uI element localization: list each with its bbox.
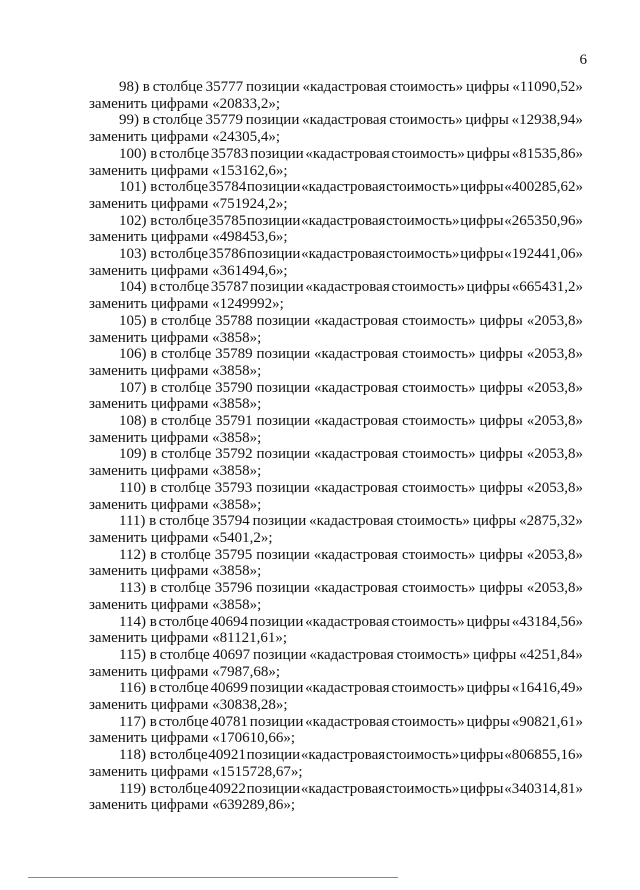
amendment-word: «кадастровая — [300, 747, 386, 764]
amendment-second-line: заменить цифрами «30838,28»; — [89, 697, 288, 714]
amendment-word: цифры — [466, 680, 510, 697]
amendment-word: столбце — [160, 580, 211, 597]
amendment-word: 35792 — [215, 446, 253, 463]
amendment-second-line: заменить цифрами «3858»; — [89, 496, 262, 513]
amendment-word: «2053,8» — [526, 413, 583, 430]
amendment-first-line — [89, 146, 583, 163]
amendment-word: «кадастровая — [305, 279, 390, 296]
amendment-word: стоимость» — [402, 546, 476, 563]
amendment-word: позиции — [249, 680, 304, 697]
amendment-word: 104) в — [119, 279, 158, 296]
amendment-word: стоимость» — [402, 312, 476, 329]
amendment-word: столбце — [157, 747, 208, 764]
amendment-item — [89, 213, 583, 246]
amendment-word: столбце — [160, 546, 211, 563]
amendment-word: цифры — [460, 179, 504, 196]
amendment-item — [89, 346, 583, 379]
amendment-word: столбце — [158, 680, 209, 697]
amendment-word: цифры — [465, 112, 509, 129]
bottom-divider — [28, 877, 398, 878]
amendment-word: 35785 — [208, 212, 247, 229]
amendment-item — [89, 313, 583, 346]
amendment-word: 40694 — [210, 613, 248, 630]
amendment-first-line — [89, 614, 583, 631]
amendment-first-line — [89, 680, 583, 697]
amendment-second-line: заменить цифрами «81121,61»; — [89, 630, 287, 647]
amendment-word: «12938,94» — [511, 112, 583, 129]
amendment-word: позиции — [252, 513, 307, 530]
amendment-word: столбце — [157, 246, 209, 263]
amendment-word: позиции — [246, 79, 300, 95]
amendment-first-line — [89, 513, 583, 530]
amendment-word: позиции — [246, 179, 301, 196]
amendment-word: 40922 — [208, 780, 246, 797]
amendment-word: позиции — [246, 780, 301, 797]
amendment-word: 35787 — [210, 279, 249, 296]
amendment-first-line — [89, 446, 583, 463]
amendment-second-line: заменить цифрами «3858»; — [89, 563, 262, 580]
amendment-word: «192441,06» — [504, 246, 583, 263]
amendment-word: позиции — [256, 346, 311, 363]
amendment-word: цифры — [466, 79, 510, 95]
amendment-item — [89, 279, 583, 312]
amendment-second-line: заменить цифрами «1249992»; — [89, 296, 284, 313]
amendment-first-line — [89, 480, 583, 497]
amendment-word: 117) в — [119, 713, 157, 730]
amendment-word: «665431,2» — [511, 279, 583, 296]
amendment-word: позиции — [256, 479, 310, 496]
amendment-word: «2053,8» — [526, 446, 583, 463]
amendment-word: цифры — [466, 279, 511, 296]
amendment-word: 111) в — [119, 513, 157, 530]
amendment-word: стоимость» — [391, 145, 465, 162]
amendment-word: стоимость» — [402, 379, 476, 396]
amendment-second-line: заменить цифрами «751924,2»; — [89, 195, 288, 212]
amendment-word: 116) в — [119, 680, 157, 697]
amendment-item — [89, 79, 583, 112]
amendment-word: столбце — [157, 212, 209, 229]
amendment-word: столбце — [158, 713, 209, 730]
amendment-word: 107) в — [119, 379, 158, 396]
amendment-second-line: заменить цифрами «3858»; — [89, 362, 262, 379]
amendment-first-line — [89, 413, 583, 430]
amendment-second-line: заменить цифрами «3858»; — [89, 429, 262, 446]
amendment-word: столбце — [157, 780, 208, 797]
amendment-word: 35777 — [205, 79, 244, 95]
amendment-word: 106) в — [119, 346, 158, 363]
amendment-first-line — [89, 246, 583, 263]
amendment-item — [89, 781, 583, 814]
amendment-word: 35790 — [215, 379, 253, 396]
amendment-word: стоимость» — [386, 212, 460, 229]
amendment-word: «кадастровая — [301, 212, 386, 229]
amendment-word: стоимость» — [396, 646, 471, 663]
amendment-word: «кадастровая — [300, 780, 386, 797]
amendment-word: позиции — [256, 446, 311, 463]
amendment-first-line — [89, 547, 583, 564]
amendment-word: «806855,16» — [504, 747, 583, 764]
amendment-word: «кадастровая — [305, 713, 390, 730]
amendment-second-line: заменить цифрами «3858»; — [89, 463, 262, 480]
amendment-second-line: заменить цифрами «170610,66»; — [89, 730, 296, 747]
amendment-word: 118) в — [119, 747, 157, 764]
amendment-word: цифры — [479, 312, 523, 329]
amendment-word: 109) в — [119, 446, 158, 463]
document-body — [89, 79, 583, 814]
amendment-word: «2053,8» — [526, 546, 583, 563]
amendment-word: позиции — [256, 413, 311, 430]
amendment-word: «340314,81» — [504, 780, 583, 797]
amendment-word: «кадастровая — [305, 680, 390, 697]
amendment-item — [89, 614, 583, 647]
amendment-second-line: заменить цифрами «24305,4»; — [89, 129, 281, 146]
amendment-word: столбце — [161, 346, 212, 363]
amendment-word: «кадастровая — [305, 613, 390, 630]
amendment-word: «2053,8» — [526, 580, 583, 597]
amendment-word: «90821,61» — [511, 713, 583, 730]
amendment-word: столбце — [159, 513, 210, 530]
amendment-word: цифры — [460, 246, 504, 263]
amendment-first-line — [89, 112, 583, 129]
amendment-word: «кадастровая — [313, 580, 399, 597]
amendment-second-line: заменить цифрами «639289,86»; — [89, 797, 296, 814]
amendment-word: 35796 — [214, 580, 253, 597]
amendment-first-line — [89, 346, 583, 363]
amendment-first-line — [89, 213, 583, 230]
amendment-word: позиции — [249, 713, 304, 730]
amendment-word: 40699 — [210, 680, 248, 697]
amendment-word: «кадастровая — [313, 546, 399, 563]
amendment-second-line: заменить цифрами «7987,68»; — [89, 663, 281, 680]
amendment-word: «16416,49» — [511, 680, 583, 697]
amendment-second-line: заменить цифрами «3858»; — [89, 329, 262, 346]
amendment-word: стоимость» — [386, 246, 460, 263]
amendment-word: «2053,8» — [526, 379, 583, 396]
amendment-first-line — [89, 747, 583, 764]
amendment-word: позиции — [250, 145, 304, 162]
amendment-item — [89, 680, 583, 713]
amendment-word: 35794 — [212, 513, 250, 530]
amendment-word: 35795 — [214, 546, 253, 563]
amendment-second-line: заменить цифрами «153162,6»; — [89, 162, 288, 179]
amendment-word: цифры — [479, 446, 523, 463]
amendment-word: цифры — [479, 580, 523, 597]
amendment-word: «кадастровая — [301, 246, 386, 263]
amendment-word: стоимость» — [389, 112, 463, 129]
amendment-item — [89, 480, 583, 513]
amendment-word: 101) в — [119, 179, 158, 196]
page-number: 6 — [579, 52, 587, 68]
amendment-word: 103) в — [119, 246, 158, 263]
amendment-word: «4251,84» — [519, 646, 583, 663]
amendment-word: 102) в — [119, 212, 158, 229]
amendment-word: «2053,8» — [526, 346, 583, 363]
amendment-word: цифры — [479, 346, 523, 363]
amendment-word: «кадастровая — [309, 646, 394, 663]
amendment-word: 112) в — [119, 546, 157, 563]
amendment-word: цифры — [472, 646, 517, 663]
amendment-word: «кадастровая — [313, 446, 399, 463]
amendment-word: «кадастровая — [313, 379, 399, 396]
amendment-first-line — [89, 580, 583, 597]
amendment-word: цифры — [460, 780, 504, 797]
amendment-word: позиции — [246, 246, 301, 263]
amendment-word: позиции — [252, 646, 307, 663]
amendment-word: позиции — [245, 112, 300, 129]
amendment-item — [89, 547, 583, 580]
amendment-word: 40921 — [208, 747, 246, 764]
amendment-word: цифры — [466, 145, 511, 162]
amendment-word: цифры — [460, 747, 504, 764]
amendment-second-line: заменить цифрами «498453,6»; — [89, 229, 288, 246]
amendment-word: «2053,8» — [526, 479, 583, 496]
amendment-word: стоимость» — [385, 780, 460, 797]
amendment-word: 40781 — [210, 713, 248, 730]
amendment-word: «кадастровая — [313, 312, 399, 329]
amendment-word: позиции — [256, 379, 311, 396]
amendment-word: стоимость» — [385, 747, 460, 764]
amendment-word: «кадастровая — [302, 112, 387, 129]
amendment-first-line — [89, 79, 583, 96]
amendment-word: 35786 — [208, 246, 247, 263]
amendment-word: стоимость» — [396, 513, 470, 530]
amendment-item — [89, 146, 583, 179]
amendment-first-line — [89, 380, 583, 397]
amendment-word: «81535,86» — [511, 145, 583, 162]
amendment-word: «кадастровая — [313, 479, 399, 496]
amendment-word: 100) в — [119, 145, 158, 162]
amendment-word: «2053,8» — [526, 312, 583, 329]
amendment-word: «43184,56» — [511, 613, 583, 630]
amendment-word: стоимость» — [402, 580, 476, 597]
amendment-item — [89, 747, 583, 780]
amendment-word: столбце — [159, 646, 210, 663]
amendment-first-line — [89, 647, 583, 664]
amendment-word: столбце — [159, 279, 210, 296]
amendment-second-line: заменить цифрами «1515728,67»; — [89, 763, 303, 780]
amendment-word: цифры — [479, 413, 523, 430]
amendment-word: позиции — [249, 613, 304, 630]
amendment-word: цифры — [479, 379, 523, 396]
amendment-second-line: заменить цифрами «3858»; — [89, 396, 262, 413]
amendment-item — [89, 580, 583, 613]
amendment-word: стоимость» — [391, 613, 465, 630]
amendment-word: столбце — [158, 613, 209, 630]
amendment-word: столбце — [161, 446, 212, 463]
amendment-item — [89, 246, 583, 279]
amendment-word: «кадастровая — [313, 346, 399, 363]
amendment-word: стоимость» — [402, 413, 476, 430]
amendment-word: 115) в — [119, 646, 157, 663]
amendment-word: позиции — [246, 747, 301, 764]
amendment-word: 40697 — [212, 646, 251, 663]
amendment-word: 108) в — [119, 413, 158, 430]
amendment-word: «кадастровая — [309, 513, 394, 530]
amendment-word: позиции — [256, 580, 310, 597]
amendment-word: стоимость» — [391, 713, 465, 730]
amendment-word: стоимость» — [389, 79, 464, 95]
amendment-second-line: заменить цифрами «20833,2»; — [89, 95, 281, 112]
amendment-word: столбце — [152, 79, 203, 95]
amendment-item — [89, 513, 583, 546]
amendment-word: цифры — [460, 212, 504, 229]
amendment-second-line: заменить цифрами «5401,2»; — [89, 529, 273, 546]
amendment-word: позиции — [246, 212, 301, 229]
amendment-word: столбце — [159, 145, 210, 162]
amendment-word: позиции — [250, 279, 304, 296]
amendment-item — [89, 179, 583, 212]
amendment-first-line — [89, 781, 583, 798]
amendment-word: 119) в — [119, 780, 157, 797]
amendment-first-line — [89, 179, 583, 196]
amendment-word: позиции — [256, 546, 310, 563]
amendment-word: цифры — [472, 513, 517, 530]
amendment-word: 113) в — [119, 580, 157, 597]
amendment-word: стоимость» — [386, 179, 460, 196]
amendment-item — [89, 112, 583, 145]
amendment-word: столбце — [161, 413, 212, 430]
amendment-first-line — [89, 714, 583, 731]
amendment-word: «кадастровая — [301, 179, 386, 196]
amendment-word: «2875,32» — [519, 513, 583, 530]
amendment-word: столбце — [161, 312, 212, 329]
amendment-item — [89, 446, 583, 479]
amendment-word: стоимость» — [402, 446, 476, 463]
amendment-word: 35791 — [215, 413, 253, 430]
amendment-word: стоимость» — [402, 346, 476, 363]
amendment-word: «11090,52» — [512, 79, 583, 95]
amendment-word: «кадастровая — [305, 145, 390, 162]
amendment-first-line — [89, 279, 583, 296]
amendment-word: 35779 — [205, 112, 244, 129]
amendment-word: 35783 — [210, 145, 249, 162]
amendment-word: цифры — [479, 479, 523, 496]
amendment-word: стоимость» — [402, 479, 476, 496]
amendment-second-line: заменить цифрами «3858»; — [89, 596, 262, 613]
amendment-word: «кадастровая — [313, 413, 399, 430]
amendment-word: цифры — [466, 613, 510, 630]
amendment-word: цифры — [479, 546, 523, 563]
amendment-word: столбце — [161, 379, 212, 396]
amendment-word: стоимость» — [391, 279, 465, 296]
amendment-word: цифры — [466, 713, 510, 730]
amendment-word: «265350,96» — [504, 212, 583, 229]
amendment-word: 98) в — [119, 79, 150, 95]
amendment-word: позиции — [256, 312, 311, 329]
amendment-word: «кадастровая — [302, 79, 387, 95]
amendment-item — [89, 714, 583, 747]
amendment-word: 114) в — [119, 613, 157, 630]
amendment-word: стоимость» — [391, 680, 465, 697]
amendment-word: 35789 — [215, 346, 253, 363]
amendment-word: 35793 — [214, 479, 253, 496]
amendment-item — [89, 647, 583, 680]
amendment-second-line: заменить цифрами «361494,6»; — [89, 262, 288, 279]
amendment-word: «400285,62» — [504, 179, 583, 196]
amendment-word: 105) в — [119, 312, 158, 329]
amendment-word: столбце — [152, 112, 203, 129]
amendment-first-line — [89, 313, 583, 330]
amendment-item — [89, 413, 583, 446]
amendment-word: 35788 — [215, 312, 253, 329]
amendment-word: 110) в — [119, 479, 157, 496]
amendment-word: столбце — [157, 179, 209, 196]
amendment-word: столбце — [160, 479, 211, 496]
amendment-word: 35784 — [208, 179, 247, 196]
amendment-word: 99) в — [119, 112, 150, 129]
amendment-item — [89, 380, 583, 413]
